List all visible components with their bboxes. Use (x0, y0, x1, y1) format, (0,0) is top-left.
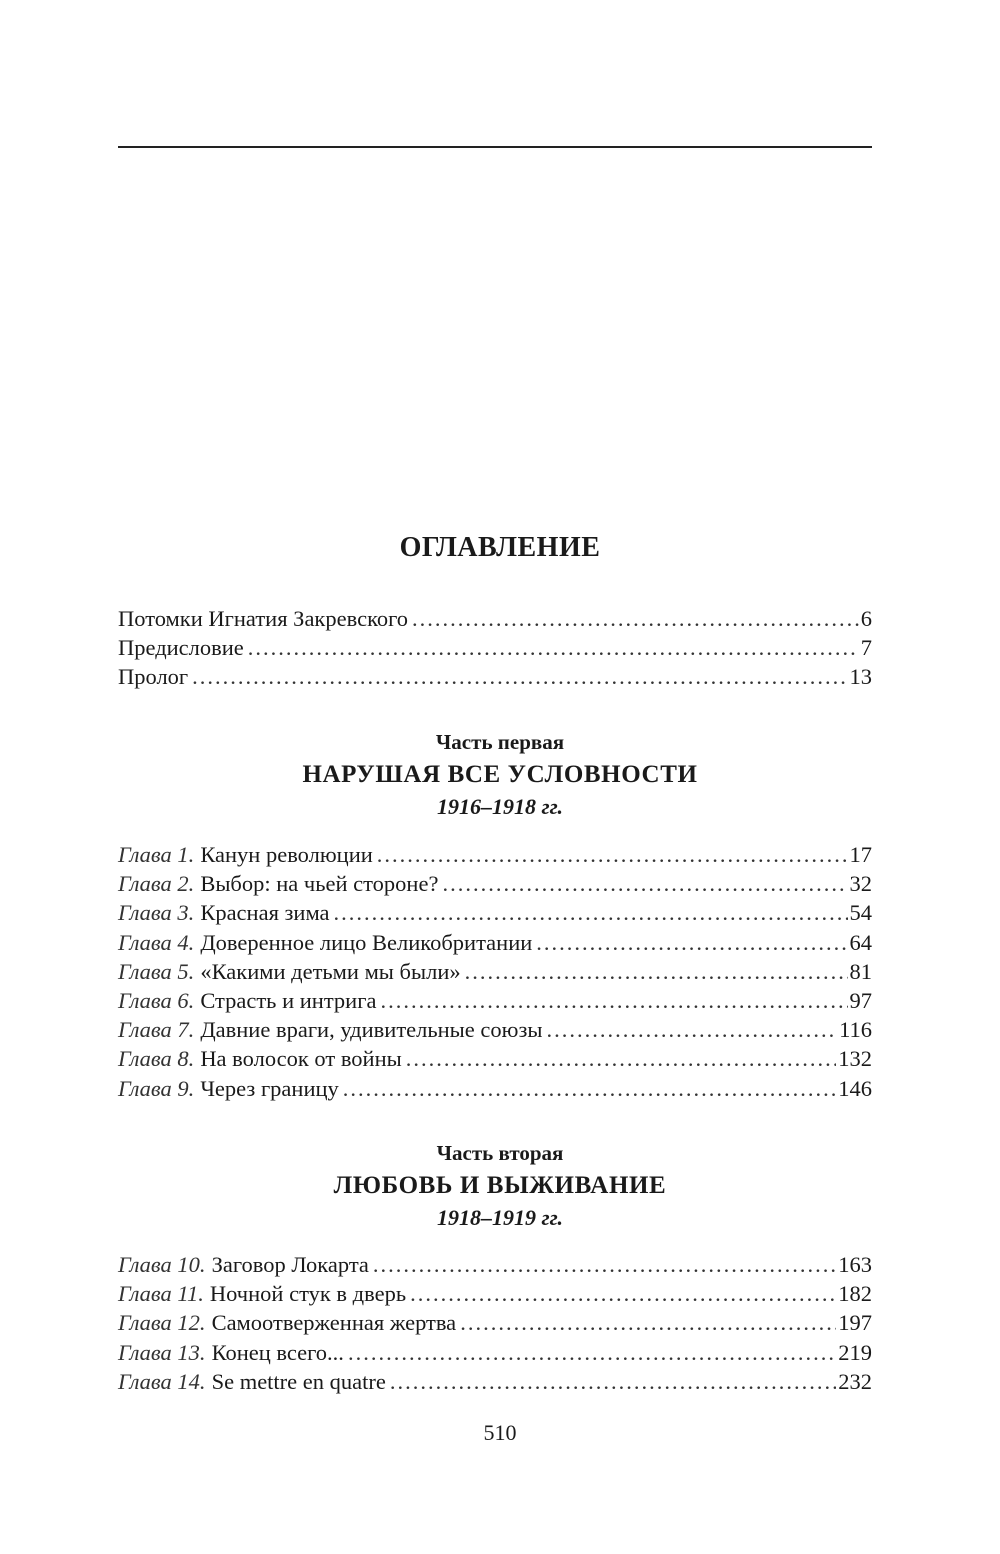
toc-entry-front[interactable] (118, 662, 872, 691)
chapter-title: Страсть и интрига (200, 987, 377, 1013)
chapter-label: Глава 1. (118, 842, 195, 867)
toc-entry-chapter[interactable] (118, 1279, 872, 1308)
leader-dots (373, 1250, 836, 1279)
leader-dots (465, 957, 848, 986)
toc-entry-page: 13 (849, 664, 872, 690)
part-1-chapter-list (118, 840, 872, 1103)
leader-dots (192, 662, 847, 691)
leader-dots (406, 1044, 836, 1073)
chapter-title: Канун революции (200, 842, 373, 867)
chapter-title: Заговор Локарта (211, 1252, 369, 1277)
toc-entry-chapter[interactable] (118, 1074, 872, 1103)
chapter-title: Доверенное лицо Великобритании (200, 929, 533, 955)
leader-dots (377, 840, 848, 869)
toc-entry-chapter[interactable] (118, 1250, 872, 1279)
toc-entry-page: 7 (860, 635, 872, 661)
leader-dots (348, 1338, 836, 1367)
toc-entry-chapter[interactable] (118, 869, 872, 898)
chapter-label: Глава 3. (118, 900, 195, 926)
part-years: 1916–1918 гг. (437, 794, 563, 819)
chapter-label: Глава 7. (118, 1017, 195, 1043)
chapter-title: Se mettre en quatre (211, 1368, 386, 1394)
toc-entry-chapter[interactable] (118, 840, 872, 869)
toc-entry-chapter[interactable] (118, 957, 872, 986)
leader-dots (410, 1279, 836, 1308)
chapter-page: 97 (849, 987, 872, 1013)
leader-dots (343, 1074, 836, 1103)
toc-entry-chapter[interactable] (118, 1044, 872, 1073)
chapter-label: Глава 12. (118, 1310, 206, 1336)
leader-dots (334, 898, 848, 927)
chapter-page: 32 (849, 871, 872, 897)
chapter-page: 17 (849, 842, 872, 867)
chapter-title: Самоотверженная жертва (211, 1310, 457, 1336)
chapter-page: 146 (838, 1075, 872, 1101)
chapter-title: Через границу (200, 1075, 339, 1101)
top-rule (118, 146, 872, 148)
toc-entry-chapter[interactable] (118, 1015, 872, 1044)
leader-dots (412, 604, 859, 633)
chapter-label: Глава 5. (118, 958, 195, 984)
front-matter-list (118, 604, 872, 692)
toc-entry-text: Потомки Игнатия Закревского (118, 606, 409, 631)
chapter-label: Глава 2. (118, 871, 195, 897)
chapter-title: Конец всего... (211, 1339, 344, 1365)
chapter-label: Глава 4. (118, 929, 195, 955)
toc-entry-chapter[interactable] (118, 928, 872, 957)
chapter-page: 232 (838, 1368, 872, 1394)
chapter-page: 182 (838, 1281, 872, 1307)
chapter-label: Глава 11. (118, 1281, 204, 1307)
toc-entry-front[interactable] (118, 633, 872, 662)
chapter-page: 219 (838, 1339, 872, 1365)
part-label: Часть вторая (436, 1141, 564, 1165)
part-label: Часть первая (435, 730, 565, 754)
chapter-title: «Какими детьми мы были» (200, 958, 461, 984)
leader-dots (536, 928, 847, 957)
leader-dots (380, 986, 847, 1015)
chapter-page: 132 (838, 1046, 872, 1072)
chapter-page: 81 (849, 958, 872, 984)
leader-dots (460, 1308, 836, 1337)
part-heading (0, 1138, 1000, 1232)
chapter-label: Глава 10. (118, 1252, 206, 1277)
leader-dots (390, 1367, 836, 1396)
toc-entry-chapter[interactable] (118, 986, 872, 1015)
page-title: ОГЛАВЛЕНИЕ (399, 532, 601, 563)
chapter-page: 163 (838, 1252, 872, 1277)
chapter-page: 64 (849, 929, 872, 955)
chapter-page: 54 (849, 900, 872, 926)
toc-entry-page: 6 (860, 606, 872, 631)
leader-dots (248, 633, 859, 662)
chapter-title: Ночной стук в дверь (209, 1281, 407, 1307)
chapter-title: На волосок от войны (200, 1046, 402, 1072)
toc-entry-text: Предисловие (118, 635, 244, 661)
toc-entry-chapter[interactable] (118, 898, 872, 927)
toc-entry-chapter[interactable] (118, 1367, 872, 1396)
chapter-label: Глава 13. (118, 1339, 206, 1365)
part-2-chapter-list (118, 1250, 872, 1396)
toc-entry-chapter[interactable] (118, 1308, 872, 1337)
chapter-title: Выбор: на чьей стороне? (200, 871, 439, 897)
leader-dots (546, 1015, 837, 1044)
chapter-label: Глава 14. (118, 1368, 206, 1394)
toc-entry-text: Пролог (118, 664, 189, 690)
leader-dots (442, 869, 847, 898)
chapter-page: 116 (839, 1017, 872, 1043)
chapter-title: Давние враги, удивительные союзы (200, 1017, 543, 1043)
toc-entry-chapter[interactable] (118, 1338, 872, 1367)
part-title: НАРУШАЯ ВСЕ УСЛОВНОСТИ (302, 761, 698, 788)
toc-entry-front[interactable] (118, 604, 872, 633)
chapter-page: 197 (838, 1310, 872, 1336)
chapter-title: Красная зима (200, 900, 330, 926)
part-heading (0, 727, 1000, 821)
page-number: 510 (483, 1420, 517, 1445)
chapter-label: Глава 9. (118, 1075, 195, 1101)
part-years: 1918–1919 гг. (437, 1205, 563, 1230)
part-title: ЛЮБОВЬ И ВЫЖИВАНИЕ (333, 1172, 667, 1199)
chapter-label: Глава 6. (118, 987, 195, 1013)
chapter-label: Глава 8. (118, 1046, 195, 1072)
